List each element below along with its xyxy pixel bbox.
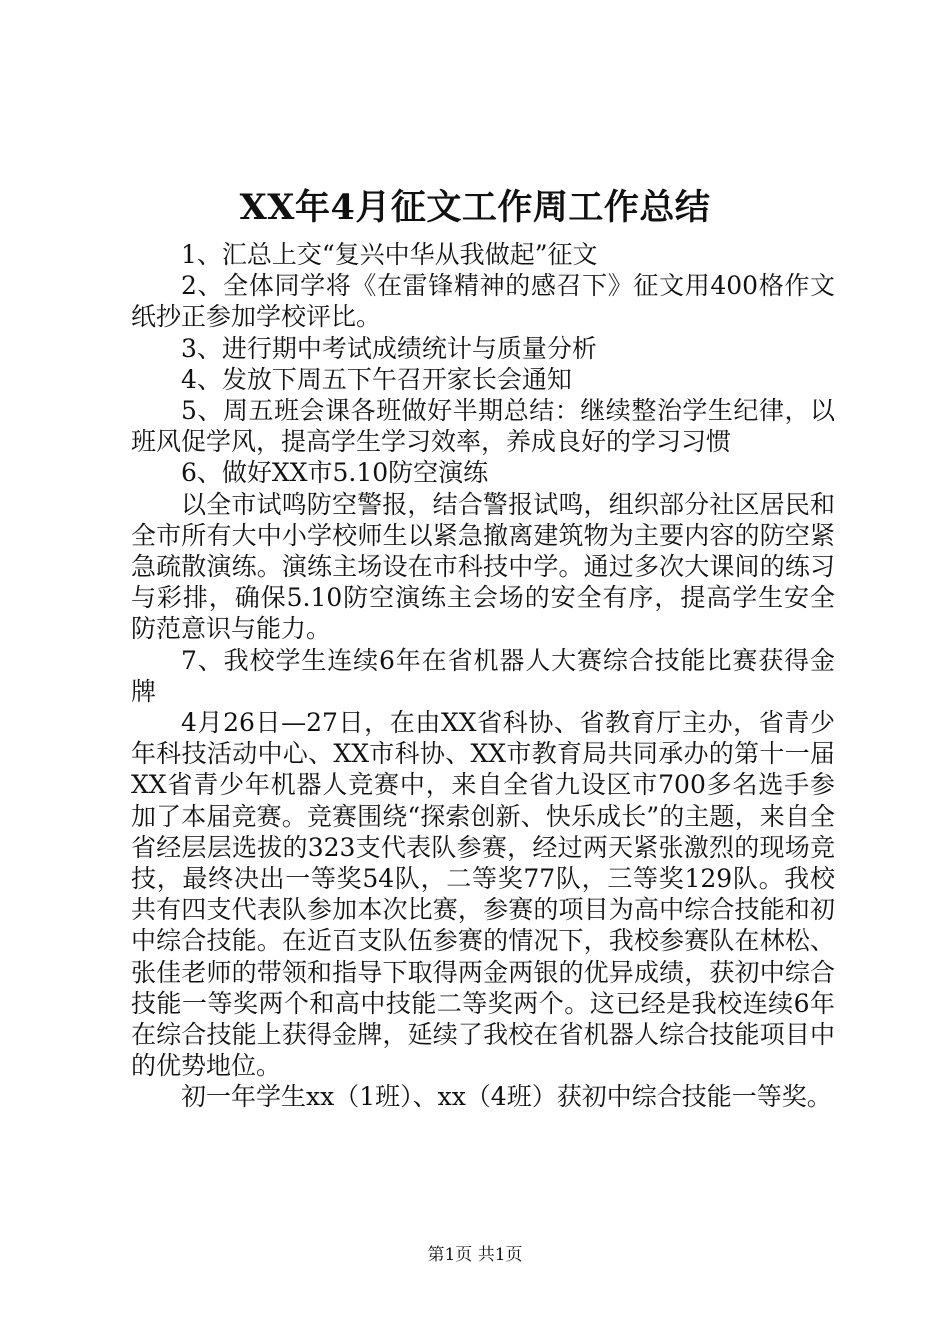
document-body — [131, 239, 835, 1113]
paragraph-competition-detail: 4月26日—27日，在由XX省科协、省教育厅主办，省青少年科技活动中心、XX市科协、XX市教育局共同承办的第十一届XX省青少年机器人竞赛中，来自全省九设区市700多名选手参加了本届竞赛。竞赛围绕“探索创新、快乐成长”的主题，来自全省经层层选拔的323支代表队参赛，经过两天紧张激烈的现场竞技，最终决出一等奖54队，二等奖77队，三等奖129队。我校共有四支代表队参加本次比赛，参赛的项目为高中综合技能和初中综合技能。在近百支队伍参赛的情况下，我校参赛队在林松、张佳老师的带领和指导下取得两金两银的优异成绩，获初中综合技能一等奖两个和高中技能二等奖两个。这已经是我校连续6年在综合技能上获得金牌，延续了我校在省机器人综合技能项目中的优势地位。 — [131, 708, 835, 1081]
paragraph-item-5: 5、周五班会课各班做好半期总结：继续整治学生纪律，以班风促学风，提高学生学习效率，养成良好的学习习惯 — [131, 396, 835, 457]
paragraph-item-2: 2、全体同学将《在雷锋精神的感召下》征文用400格作文纸抄正参加学校评比。 — [131, 271, 835, 332]
paragraph-item-3: 3、进行期中考试成绩统计与质量分析 — [181, 333, 597, 363]
paragraph-item-4: 4、发放下周五下午召开家长会通知 — [181, 364, 572, 394]
paragraph-item-7: 7、我校学生连续6年在省机器人大赛综合技能比赛获得金牌 — [131, 645, 835, 706]
page-footer: 第1页 共1页 — [427, 1245, 523, 1265]
document-title: XX年4月征文工作周工作总结 — [239, 187, 711, 228]
paragraph-item-1: 1、汇总上交“复兴中华从我做起”征文 — [181, 240, 598, 269]
paragraph-drill-detail: 以全市试鸣防空警报，结合警报试鸣，组织部分社区居民和全市所有大中小学校师生以紧急撤离建筑物为主要内容的防空紧急疏散演练。演练主场设在市科技中学。通过多次大课间的练习与彩排，确保5.10防空演练主会场的安全有序，提高学生安全防范意识与能力。 — [131, 489, 835, 644]
paragraph-award-note: 初一年学生xx（1班）、xx（4班）获初中综合技能一等奖。 — [181, 1082, 832, 1112]
paragraph-item-6: 6、做好XX市5.10防空演练 — [181, 458, 489, 488]
